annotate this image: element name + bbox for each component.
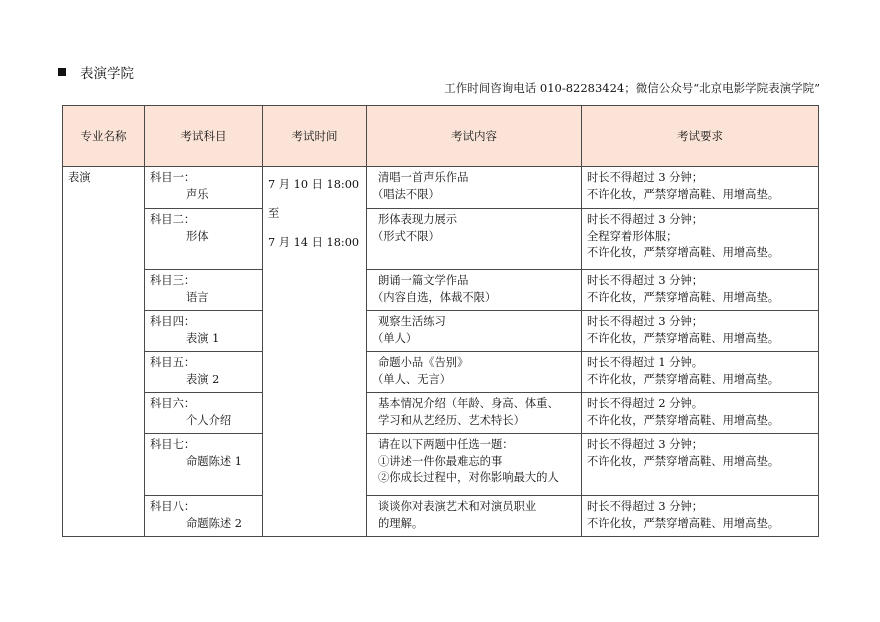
subject-cell	[145, 496, 263, 537]
subject-name: 命题陈述 2	[186, 516, 242, 530]
requirement-cell	[582, 393, 819, 434]
requirement-line: 时长不得超过 3 分钟；	[587, 213, 704, 226]
subject-name: 语言	[186, 290, 209, 304]
table-row	[63, 209, 819, 270]
subject-cell	[145, 270, 263, 311]
table-row	[63, 352, 819, 393]
requirement-line: 不许化妆，严禁穿增高鞋、用增高垫。	[587, 454, 780, 468]
content-cell	[367, 311, 582, 352]
content-line: 学习和从艺经历、艺术特长）	[378, 413, 525, 427]
header-major: 专业名称	[63, 106, 145, 167]
requirement-cell	[582, 311, 819, 352]
content-line: 的理解。	[378, 516, 424, 530]
content-cell	[367, 496, 582, 537]
content-cell	[367, 434, 582, 496]
subject-name: 声乐	[186, 187, 209, 201]
content-line: ①讲述一件你最难忘的事	[378, 454, 503, 468]
header-content: 考试内容	[367, 106, 582, 167]
requirement-line: 全程穿着形体服；	[587, 229, 678, 243]
requirement-line: 时长不得超过 3 分钟；	[587, 438, 704, 451]
exam-time-start: 7 月 10 日 18:00	[268, 178, 360, 191]
subject-number: 科目三：	[150, 274, 196, 287]
requirement-line: 时长不得超过 2 分钟。	[587, 397, 704, 410]
content-line: （内容自选，体裁不限）	[372, 290, 497, 304]
content-line: （单人、无言）	[372, 372, 452, 386]
subject-number: 科目一：	[150, 171, 196, 184]
section-title	[58, 62, 134, 82]
content-line: 清唱一首声乐作品	[378, 171, 469, 184]
content-line: 朗诵一篇文学作品	[378, 274, 469, 287]
content-cell	[367, 270, 582, 311]
subject-cell	[145, 209, 263, 270]
content-cell	[367, 209, 582, 270]
table-row	[63, 167, 819, 209]
exam-schedule-table	[62, 105, 819, 537]
requirement-line: 不许化妆，严禁穿增高鞋、用增高垫。	[587, 187, 780, 201]
subject-name: 表演 2	[186, 372, 220, 386]
requirement-line: 不许化妆，严禁穿增高鞋、用增高垫。	[587, 372, 780, 386]
requirement-line: 时长不得超过 3 分钟；	[587, 500, 704, 513]
header-time: 考试时间	[263, 106, 367, 167]
table-row	[63, 311, 819, 352]
subject-number: 科目八：	[150, 500, 196, 513]
requirement-cell	[582, 270, 819, 311]
requirement-line: 时长不得超过 3 分钟；	[587, 315, 704, 328]
contact-info: 工作时间咨询电话 010-82283424；微信公众号“北京电影学院表演学院”	[444, 81, 820, 95]
content-cell	[367, 167, 582, 209]
major-cell: 表演	[63, 167, 145, 537]
subject-number: 科目四：	[150, 315, 196, 328]
table-row	[63, 434, 819, 496]
content-line: 观察生活练习	[378, 315, 446, 328]
content-cell	[367, 393, 582, 434]
requirement-line: 时长不得超过 1 分钟。	[587, 356, 704, 369]
subject-number: 科目七：	[150, 438, 196, 451]
content-line: （唱法不限）	[372, 187, 440, 201]
content-line: 谈谈你对表演艺术和对演员职业	[378, 500, 537, 513]
subject-number: 科目五：	[150, 356, 196, 369]
header-subject: 考试科目	[145, 106, 263, 167]
requirement-line: 不许化妆，严禁穿增高鞋、用增高垫。	[587, 246, 780, 259]
requirement-cell	[582, 352, 819, 393]
subject-cell	[145, 434, 263, 496]
section-title-text: 表演学院	[80, 66, 134, 82]
table-row	[63, 270, 819, 311]
requirement-line: 不许化妆，严禁穿增高鞋、用增高垫。	[587, 290, 780, 304]
content-line: 形体表现力展示	[378, 213, 458, 226]
table-header-row	[63, 106, 819, 167]
content-line: 基本情况介绍（年龄、身高、体重、	[378, 397, 559, 410]
exam-time-end: 7 月 14 日 18:00	[268, 236, 360, 249]
table-row	[63, 496, 819, 537]
exam-time-separator: 至	[268, 207, 280, 220]
subject-cell	[145, 311, 263, 352]
content-line: 请在以下两题中任选一题：	[378, 438, 514, 451]
subject-name: 形体	[186, 229, 209, 243]
requirement-cell	[582, 167, 819, 209]
subject-cell	[145, 352, 263, 393]
subject-name: 表演 1	[186, 331, 220, 345]
content-line: 命题小品《告别》	[378, 356, 469, 369]
subject-cell	[145, 393, 263, 434]
subject-name: 命题陈述 1	[186, 454, 242, 468]
exam-time-cell	[263, 167, 367, 537]
requirement-cell	[582, 496, 819, 537]
subject-number: 科目二：	[150, 213, 196, 226]
content-cell	[367, 352, 582, 393]
requirement-line: 不许化妆，严禁穿增高鞋、用增高垫。	[587, 516, 780, 530]
subject-number: 科目六：	[150, 397, 196, 410]
requirement-line: 时长不得超过 3 分钟；	[587, 274, 704, 287]
header-requirement: 考试要求	[582, 106, 819, 167]
requirement-line: 时长不得超过 3 分钟；	[587, 171, 704, 184]
subject-name: 个人介绍	[186, 413, 232, 427]
subject-cell	[145, 167, 263, 209]
table-row	[63, 393, 819, 434]
requirement-cell	[582, 209, 819, 270]
requirement-line: 不许化妆，严禁穿增高鞋、用增高垫。	[587, 331, 780, 345]
content-line: ②你成长过程中，对你影响最大的人	[378, 471, 559, 484]
content-line: （单人）	[372, 331, 418, 345]
content-line: （形式不限）	[372, 229, 440, 243]
square-bullet-icon	[58, 68, 66, 76]
requirement-cell	[582, 434, 819, 496]
requirement-line: 不许化妆，严禁穿增高鞋、用增高垫。	[587, 413, 780, 427]
